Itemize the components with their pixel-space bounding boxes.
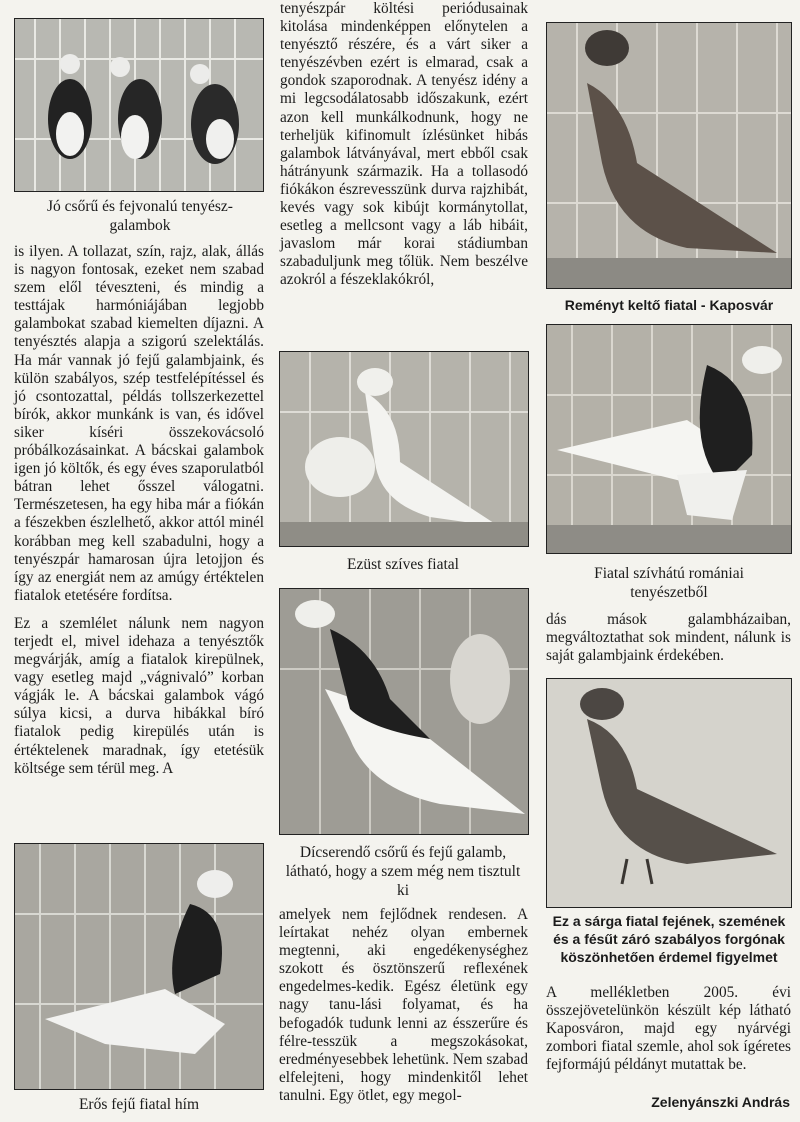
pigeon-image bbox=[547, 23, 791, 288]
text-col3-a: dás mások galambházaiban, megváltoztathat sok mindent, nálunk is saját galambjaink érdekében. bbox=[546, 611, 791, 665]
photo-szivhatu bbox=[546, 324, 792, 554]
photo-tenyeszgalambok bbox=[14, 18, 264, 192]
text-col2-a: tenyészpár költési periódusainak kitolása mindenképpen előnytelen a tenyésztő részére, és a várt siker a tenyészévben ezért is elmarad, csak a gondok szaporodnak. A tenyész idény a mi legcsodálatosabb időszakunk, ezért azon kell munkálkodnunk, hogy ne terheljük kifinomult ízlésünket hibás galambok látványával, mert ebből csak hátrányunk származik. Ha a tollasodó fiókákon észrevesszünk durva rajzhibát, kevés vagy sok kibújt kormánytollat, esetleg a mellcsont vagy a láb hibáit, javaslom már korai stádiumban szabaduljunk meg tőlük. Nem beszélve azokról a fészeklakókról, bbox=[280, 0, 528, 289]
paragraph: Ez a szemlélet nálunk nem nagyon terjedt el, mivel idehaza a tenyésztők megvárják, amíg a fiatalok kirepülnek, vagy esetleg majd „vágnivaló” korban vágják le. A bácskai galambok vágó súlya kicsi, a durva hibákkal bíró fiatalok pedig kirepülés után is értéktelenek maradnak, így etetésük költsége sem térül meg. A bbox=[14, 614, 264, 777]
photo-eros-feju-him bbox=[14, 843, 264, 1090]
paragraph: is ilyen. A tollazat, szín, rajz, alak, állás is nagyon fontosak, ezeket nem szabad szem elől téveszteni, és mindig a testtájak harmóniájában legjobb galambokat szabad kiemelten díjazni. A tenyésztés alapja a szigorú szelektálás. Ha már vannak jó fejű galambjaink, és külön szabályos, szép testfelépítéssel és jó csontozattal, példás tollszerkezettel bírók, akkor munkánk is van, és idővel siker kíséri összekovácsoló próbálkozásainkat. A bácskai galambok igen jó költők, és egy éves szaporulatból bátran lehet ősszel válogatni. Természetesen, ha egy hiba már a fiókán a fészekben észlelhető, akkor attól minél korábban meg kell szabadulni, hogy a tenyészpár hamarosan újra letojjon és így az energiát nem az amúgy értéktelen fiatalok etetésére fordítsa. bbox=[14, 243, 264, 604]
text-col3-b: A mellékletben 2005. évi összejövetelünkön készült kép látható Kaposváron, majd egy nyárvégi zombori fiatal szemle, ahol sok ígéretes fejformájú példányt mutattak be. bbox=[546, 984, 791, 1074]
photo-dicserendo bbox=[279, 588, 529, 835]
caption-ezust-szives: Ezüst szíves fiatal bbox=[347, 556, 459, 573]
pigeons-cage-image bbox=[15, 19, 263, 191]
caption-eros-feju-him: Erős fejű fiatal hím bbox=[78, 1096, 200, 1113]
pigeon-image bbox=[547, 325, 791, 553]
caption-sarga-fiatal: Ez a sárga fiatal fejének, szemének és a fésűt záró szabályos forgónak köszönhetően érdemel figyelmet bbox=[552, 913, 786, 965]
pigeon-image bbox=[15, 844, 263, 1089]
photo-remenyt-kelto bbox=[546, 22, 792, 289]
caption-remenyt-kelto: Reményt keltő fiatal - Kaposvár bbox=[564, 297, 774, 313]
caption-dicserendo: Dícserendő csőrű és fejű galamb, látható, hogy a szem még nem tisztult ki bbox=[285, 844, 521, 899]
caption-tenyeszgalambok: Jó csőrű és fejvonalú tenyész-galambok bbox=[47, 198, 233, 234]
photo-ezust-szives bbox=[279, 351, 529, 547]
caption-szivhatu: Fiatal szívhátú romániai tenyészetből bbox=[594, 565, 744, 601]
photo-sarga-fiatal bbox=[546, 678, 792, 908]
text-col2-b: amelyek nem fejlődnek rendesen. A leírtakat nehéz olyan embernek megtenni, aki engedékenységhez szokott és ösztönszerű reflexének engedelmes-kedik. Egész életünk egy nagy tanu-lási folyamat, és ha befogadók tudunk lenni az ésszerűre és félre-tesszük a megszokásokat, eredményesebbek lehetünk. Nem szabad elfelejteni, hogy mindenkitől lehet tanulni. Egy ötlet, egy megol- bbox=[279, 906, 528, 1104]
pigeon-image bbox=[547, 679, 791, 907]
text-col1-a bbox=[14, 243, 264, 778]
author-signature: Zelenyánszki András bbox=[651, 1094, 790, 1110]
pigeon-image bbox=[280, 352, 528, 546]
pigeon-image bbox=[280, 589, 528, 834]
